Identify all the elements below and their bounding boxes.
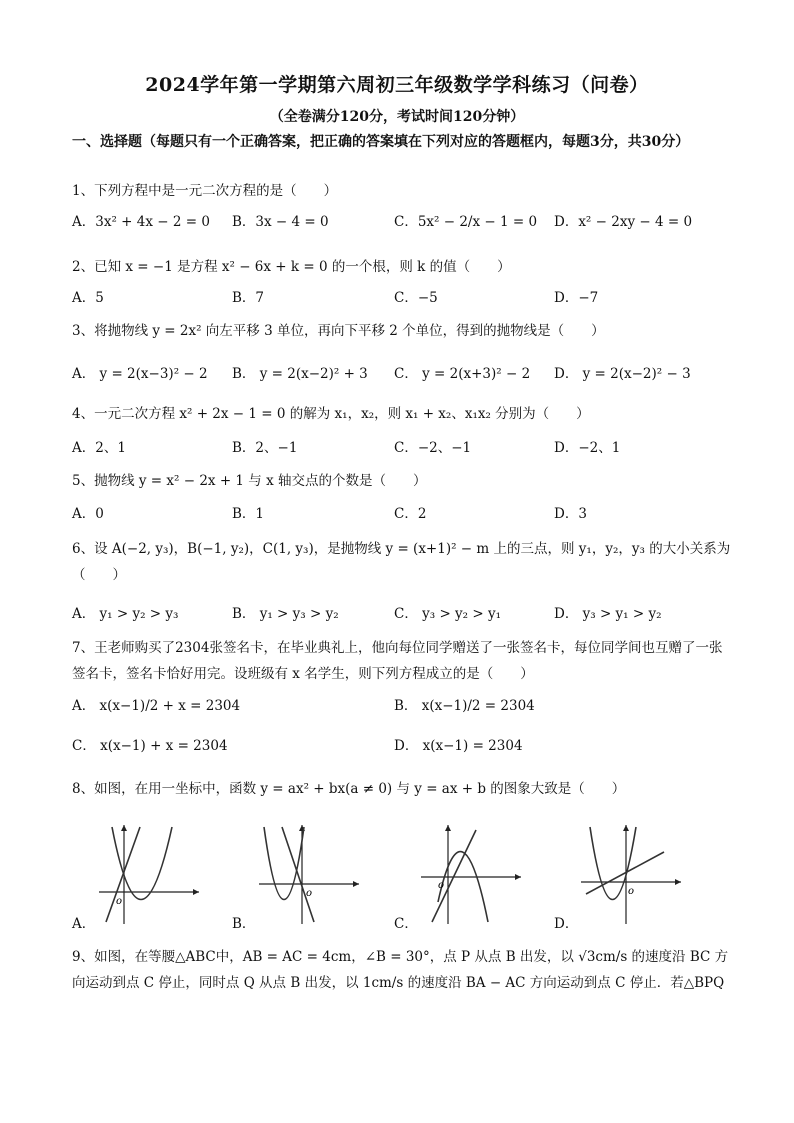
graph-d-label: D． — [554, 916, 579, 932]
option-a: A． y₁ > y₂ > y₃ — [72, 606, 179, 622]
option-c: C． y₃ > y₂ > y₁ — [394, 606, 502, 622]
option-c: C．−2、−1 — [394, 440, 472, 456]
option-a: A．0 — [72, 506, 104, 522]
graph-b — [232, 822, 382, 932]
option-b: B． x(x−1)/2 = 2304 — [394, 698, 535, 714]
question-4-stem: 4、一元二次方程 x² + 2x − 1 = 0 的解为 x₁，x₂，则 x₁ + x₂、x₁x₂ 分别为（ ） — [72, 406, 590, 422]
graph-d — [554, 822, 704, 932]
svg-text:o: o — [116, 896, 123, 907]
option-b: B．1 — [232, 506, 265, 522]
question-1-stem: 1、下列方程中是一元二次方程的是（ ） — [72, 183, 338, 199]
option-b: B．2、−1 — [232, 440, 298, 456]
question-3-options — [72, 360, 732, 388]
graph-b-figure — [254, 822, 364, 927]
option-a: A．2、1 — [72, 440, 126, 456]
question-8-stem: 8、如图，在用一坐标中，函数 y = ax² + bx(a ≠ 0) 与 y = ax + b 的图象大致是（ ） — [72, 781, 626, 797]
question-5-stem: 5、抛物线 y = x² − 2x + 1 与 x 轴交点的个数是（ ） — [72, 473, 427, 489]
question-1-options — [72, 208, 732, 236]
question-2-stem: 2、已知 x = −1 是方程 x² − 6x + k = 0 的一个根，则 k 的值（ ） — [72, 259, 511, 275]
question-8-graphs — [72, 822, 732, 932]
exam-title: 2024学年第一学期第六周初三年级数学学科练习（问卷） — [145, 74, 649, 96]
option-c: C．5x² − 2/x − 1 = 0 — [394, 214, 538, 230]
graph-a-label: A． — [72, 916, 96, 932]
option-c: C．−5 — [394, 290, 438, 306]
graph-c — [394, 822, 544, 932]
graph-b-label: B． — [232, 916, 256, 932]
option-b: B． y = 2(x−2)² + 3 — [232, 366, 368, 382]
svg-text:o: o — [306, 888, 313, 899]
graph-c-label: C． — [394, 916, 418, 932]
graph-a — [72, 822, 222, 932]
question-2-options — [72, 284, 732, 312]
question-9-stem: 9、如图，在等腰△ABC中，AB = AC = 4cm，∠B = 30°，点 P 从点 B 出发，以 √3cm/s 的速度沿 BC 方向运动到点 C 停止，同时点 Q 从点 B 出发，以 1cm/s 的速度沿 BA − AC 方向运动到点 C 停止．若△BPQ — [72, 949, 729, 991]
option-d: D． y₃ > y₁ > y₂ — [554, 606, 662, 622]
question-6-options — [72, 600, 732, 628]
graph-c-figure — [416, 822, 526, 927]
option-b: B． y₁ > y₃ > y₂ — [232, 606, 339, 622]
question-5-options — [72, 500, 732, 528]
option-a: A．3x² + 4x − 2 = 0 — [72, 214, 210, 230]
option-b: B．7 — [232, 290, 265, 306]
option-c: C． y = 2(x+3)² − 2 — [394, 366, 531, 382]
option-c: C． x(x−1) + x = 2304 — [72, 738, 228, 754]
question-7-options-row1 — [72, 692, 732, 720]
option-c: C．2 — [394, 506, 427, 522]
graph-a-figure — [94, 822, 204, 927]
option-a: A． y = 2(x−3)² − 2 — [72, 366, 208, 382]
option-d: D．−2、1 — [554, 440, 621, 456]
option-b: B．3x − 4 = 0 — [232, 214, 329, 230]
svg-text:o: o — [628, 886, 635, 897]
question-3-stem: 3、将抛物线 y = 2x² 向左平移 3 单位，再向下平移 2 个单位，得到的抛物线是（ ） — [72, 323, 605, 339]
exam-subtitle: （全卷满分120分，考试时间120分钟） — [269, 109, 525, 125]
option-d: D． x(x−1) = 2304 — [394, 738, 523, 754]
option-d: D．−7 — [554, 290, 599, 306]
svg-text:o: o — [438, 880, 445, 891]
option-a: A．5 — [72, 290, 104, 306]
section-heading: 一、选择题（每题只有一个正确答案，把正确的答案填在下列对应的答题框内，每题3分，共30分） — [72, 134, 690, 150]
option-d: D．x² − 2xy − 4 = 0 — [554, 214, 693, 230]
graph-d-figure — [576, 822, 686, 927]
question-7-options-row2 — [72, 732, 732, 760]
question-6-stem: 6、设 A(−2, y₃)，B(−1, y₂)，C(1, y₃)，是抛物线 y = (x+1)² − m 上的三点，则 y₁，y₂，y₃ 的大小关系为（ ） — [72, 541, 731, 583]
question-4-options — [72, 434, 732, 462]
option-d: D． y = 2(x−2)² − 3 — [554, 366, 691, 382]
option-a: A． x(x−1)/2 + x = 2304 — [72, 698, 241, 714]
option-d: D．3 — [554, 506, 587, 522]
question-7-stem: 7、王老师购买了2304张签名卡，在毕业典礼上，他向每位同学赠送了一张签名卡，每位同学间也互赠了一张签名卡，签名卡恰好用完。设班级有 x 名学生，则下列方程成立的是（ ） — [72, 640, 723, 682]
